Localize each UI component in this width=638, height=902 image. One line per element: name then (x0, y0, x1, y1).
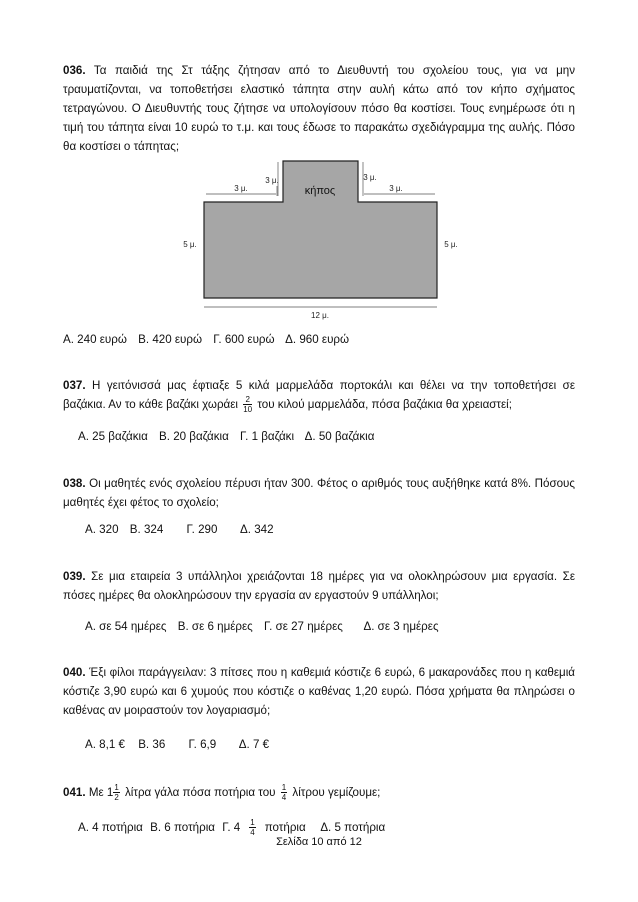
fraction (281, 783, 287, 802)
question-number: 040. (63, 666, 86, 679)
dimension-label-3m: 3 μ. (363, 173, 377, 182)
question-text: Σε μια εταιρεία 3 υπάλληλοι χρειάζονται 18 ημέρες για να ολοκληρώσουν μια εργασία. Σε πόσες ημέρες θα ολοκληρώσουν την εργασία αν εργαστούν 9 υπάλληλοι; (63, 570, 575, 602)
question-text: Με 1 (88, 786, 114, 799)
fraction (113, 783, 119, 802)
answer-option[interactable]: Α. 25 βαζάκια (78, 430, 148, 443)
answers-038 (85, 522, 282, 538)
answer-option[interactable]: Γ. 290 (186, 523, 218, 536)
fraction-numerator: 1 (250, 818, 255, 827)
courtyard-diagram (0, 158, 638, 338)
question-041 (63, 783, 575, 802)
question-number: 036. (63, 64, 86, 77)
answer-option[interactable]: Δ. 50 βαζάκια (304, 430, 375, 443)
dimension-label-3m: 3 μ. (234, 184, 248, 193)
answer-option[interactable]: Β. 420 ευρώ (138, 333, 203, 346)
answer-option[interactable]: Α. σε 54 ημέρες (85, 620, 167, 633)
fraction-numerator: 2 (243, 395, 252, 405)
answers-039 (85, 619, 447, 635)
question-number: 037. (63, 379, 86, 392)
dimension-label-3m: 3 μ. (389, 184, 403, 193)
question-text-end: λίτρου γεμίζουμε; (292, 786, 381, 799)
question-036 (63, 61, 575, 156)
answer-option[interactable]: Γ. 1 βαζάκι (240, 430, 295, 443)
question-text: Οι μαθητές ενός σχολείου πέρυσι ήταν 300. Φέτος ο αριθμός τους αυξήθηκε κατά 8%. Πόσους μαθητές έχει φέτος το σχολείο; (63, 477, 575, 509)
answer-option[interactable]: Δ. 5 ποτήρια (320, 820, 386, 834)
answer-option[interactable]: Γ. σε 27 ημέρες (264, 620, 343, 633)
answer-prefix: Γ. 4 (222, 820, 241, 834)
answer-suffix: ποτήρια (264, 820, 306, 834)
answer-option[interactable]: Δ. 342 (240, 523, 274, 536)
answer-option[interactable]: Γ. 600 ευρώ (213, 333, 275, 346)
question-037 (63, 376, 575, 414)
question-number: 038. (63, 477, 86, 490)
dimension-label-12m: 12 μ. (311, 311, 329, 320)
question-text: Η γειτόνισσά μας έφτιαξε 5 κιλά μαρμελάδα πορτοκάλι και θέλει να την τοποθετήσει σε βαζάκια. Αν το κάθε βαζάκι χωράει (63, 379, 575, 411)
question-038 (63, 474, 575, 512)
fraction-denominator: 10 (243, 405, 253, 415)
answer-option[interactable] (222, 818, 314, 837)
answer-option[interactable]: Δ. σε 3 ημέρες (363, 620, 439, 633)
answer-option[interactable]: Α. 320 (85, 523, 119, 536)
fraction-numerator: 1 (114, 783, 119, 793)
fraction-denominator: 2 (114, 793, 119, 803)
fraction-denominator: 4 (250, 828, 255, 837)
question-number: 041. (63, 786, 86, 799)
courtyard-shape (204, 161, 437, 298)
answer-option[interactable]: Α. 240 ευρώ (63, 333, 127, 346)
question-text-cont: λίτρα γάλα πόσα ποτήρια του (125, 786, 276, 799)
answer-option[interactable]: Δ. 960 ευρώ (285, 333, 350, 346)
fraction (243, 395, 252, 414)
answers-040 (85, 737, 277, 753)
answers-041 (78, 818, 393, 837)
question-039 (63, 567, 575, 605)
answer-option[interactable]: Β. 20 βαζάκια (159, 430, 229, 443)
question-text-cont: του κιλού μαρμελάδα, πόσα βαζάκια θα χρειαστεί; (257, 398, 512, 411)
fraction-numerator: 1 (281, 783, 287, 793)
dimension-label-5m: 5 μ. (183, 240, 197, 249)
answer-option[interactable]: Γ. 6,9 (188, 738, 217, 751)
question-number: 039. (63, 570, 86, 583)
answer-option[interactable]: Β. 6 ποτήρια (150, 820, 215, 834)
answer-option[interactable]: Β. 324 (129, 523, 164, 536)
page-footer: Σελίδα 10 από 12 (276, 836, 362, 848)
answer-option[interactable]: Β. σε 6 ημέρες (177, 620, 253, 633)
answer-option[interactable]: Α. 8,1 € (85, 738, 125, 751)
question-text: Τα παιδιά της Στ τάξης ζήτησαν από το Διευθυντή του σχολείου τους, για να μην τραυματίζονται, να τοποθετήσει ελαστικό τάπητα στην αυλή κάτω από τον κήπο σχήματος τετραγώνου. Ο Διευθυντής τους ζήτησε να υπολογίσουν πόσο θα κοστίσει. Τους ενημέρωσε ότι η τιμή του τάπητα είναι 10 ευρώ το τ.μ. και τους έδωσε το παρακάτω σχεδιάγραμμα της αυλής. Πόσο θα κοστίσει ο τάπητας; (63, 64, 576, 153)
dimension-label-3m: 3 μ. (265, 176, 279, 185)
answers-037 (78, 429, 382, 445)
fraction (249, 818, 263, 837)
dimension-label-5m: 5 μ. (444, 240, 458, 249)
garden-label: κήπος (304, 185, 336, 197)
question-040 (63, 663, 575, 720)
answer-option[interactable]: Δ. 7 € (238, 738, 270, 751)
answer-option[interactable]: Α. 4 ποτήρια (78, 820, 143, 834)
question-text: Έξι φίλοι παράγγειλαν: 3 πίτσες που η καθεμιά κόστιζε 6 ευρώ, 6 μακαρονάδες που η καθεμιά κόστιζε 3,90 ευρώ και 6 χυμούς που κόστιζε ο καθένας 1,20 ευρώ. Πόσα χρήματα θα πληρώσει ο καθένας αν μοιραστούν τον λογαριασμό; (63, 666, 575, 717)
answer-option[interactable]: Β. 36 (138, 738, 166, 751)
fraction-denominator: 4 (281, 793, 287, 803)
answers-036 (63, 332, 357, 348)
